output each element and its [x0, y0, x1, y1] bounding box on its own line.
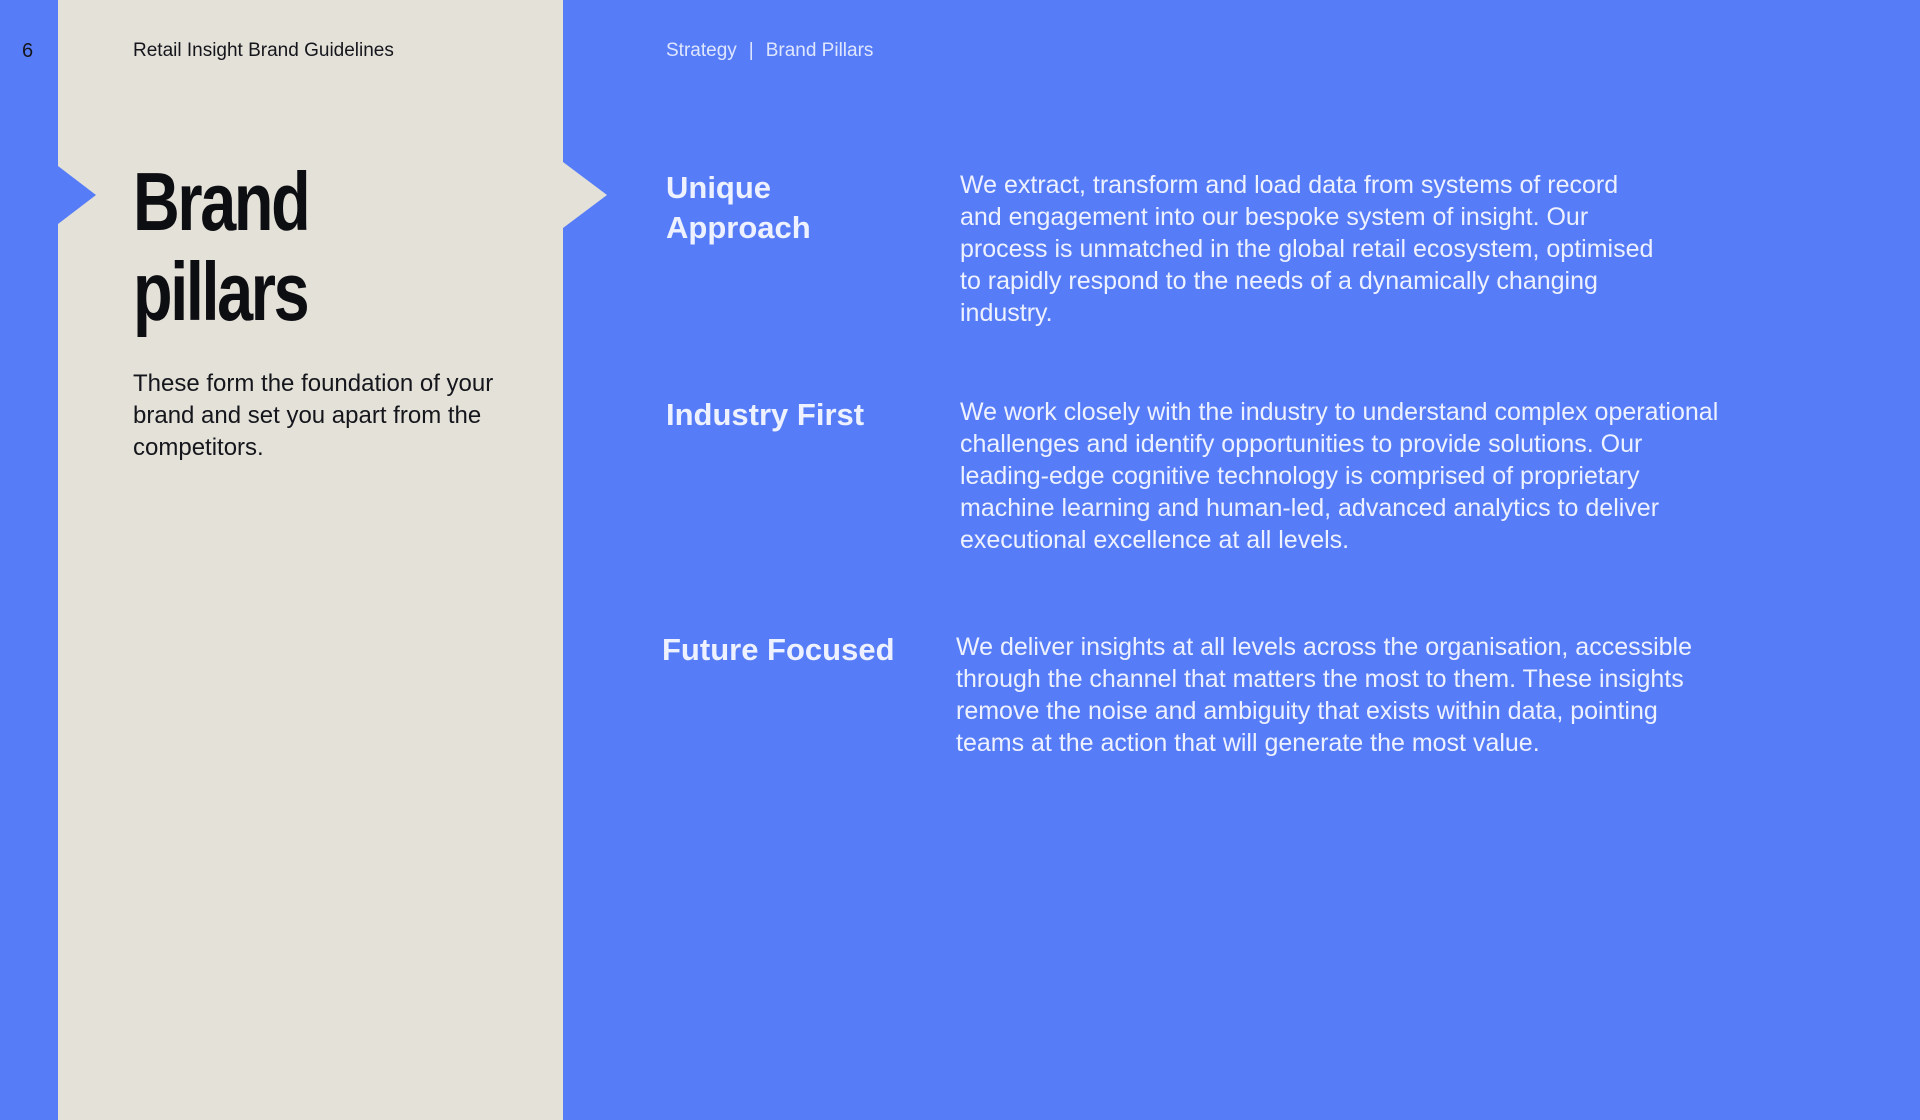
document-title: Retail Insight Brand Guidelines [133, 40, 394, 61]
pillar-name: Industry First [666, 397, 865, 432]
breadcrumb-page: Brand Pillars [765, 40, 874, 61]
breadcrumb [666, 40, 873, 62]
breadcrumb-separator: | [748, 40, 754, 61]
pillar-name: Future Focused [662, 632, 895, 667]
notch-right-decoration [563, 162, 607, 228]
pillar-description: We work closely with the industry to understand complex operational challenges and identify opportunities to provide solutions. Our leading-edge cognitive technology is comprised of proprietary machine learning and human-led, advanced analytics to deliver executional excellence at all levels. [960, 398, 1719, 554]
breadcrumb-section: Strategy [666, 40, 737, 61]
intro-text: These form the foundation of your brand and set you apart from the competitors. [133, 370, 494, 461]
heading-line-2: pillars [133, 245, 308, 338]
pillar-description: We extract, transform and load data from systems of record and engagement into our bespoke system of insight. Our process is unmatched in the global retail ecosystem, optimised to rapidly respond to the needs of a dynamically changing industry. [960, 171, 1654, 327]
page-number: 6 [22, 40, 34, 62]
pillar-description: We deliver insights at all levels across the organisation, accessible through the channel that matters the most to them. These insights remove the noise and ambiguity that exists within data, pointing teams at the action that will generate the most value. [956, 633, 1693, 757]
notch-left-decoration [58, 166, 96, 224]
heading-line-1: Brand [133, 155, 309, 248]
page-heading [133, 157, 308, 337]
pillar-name: Unique Approach [666, 170, 811, 245]
